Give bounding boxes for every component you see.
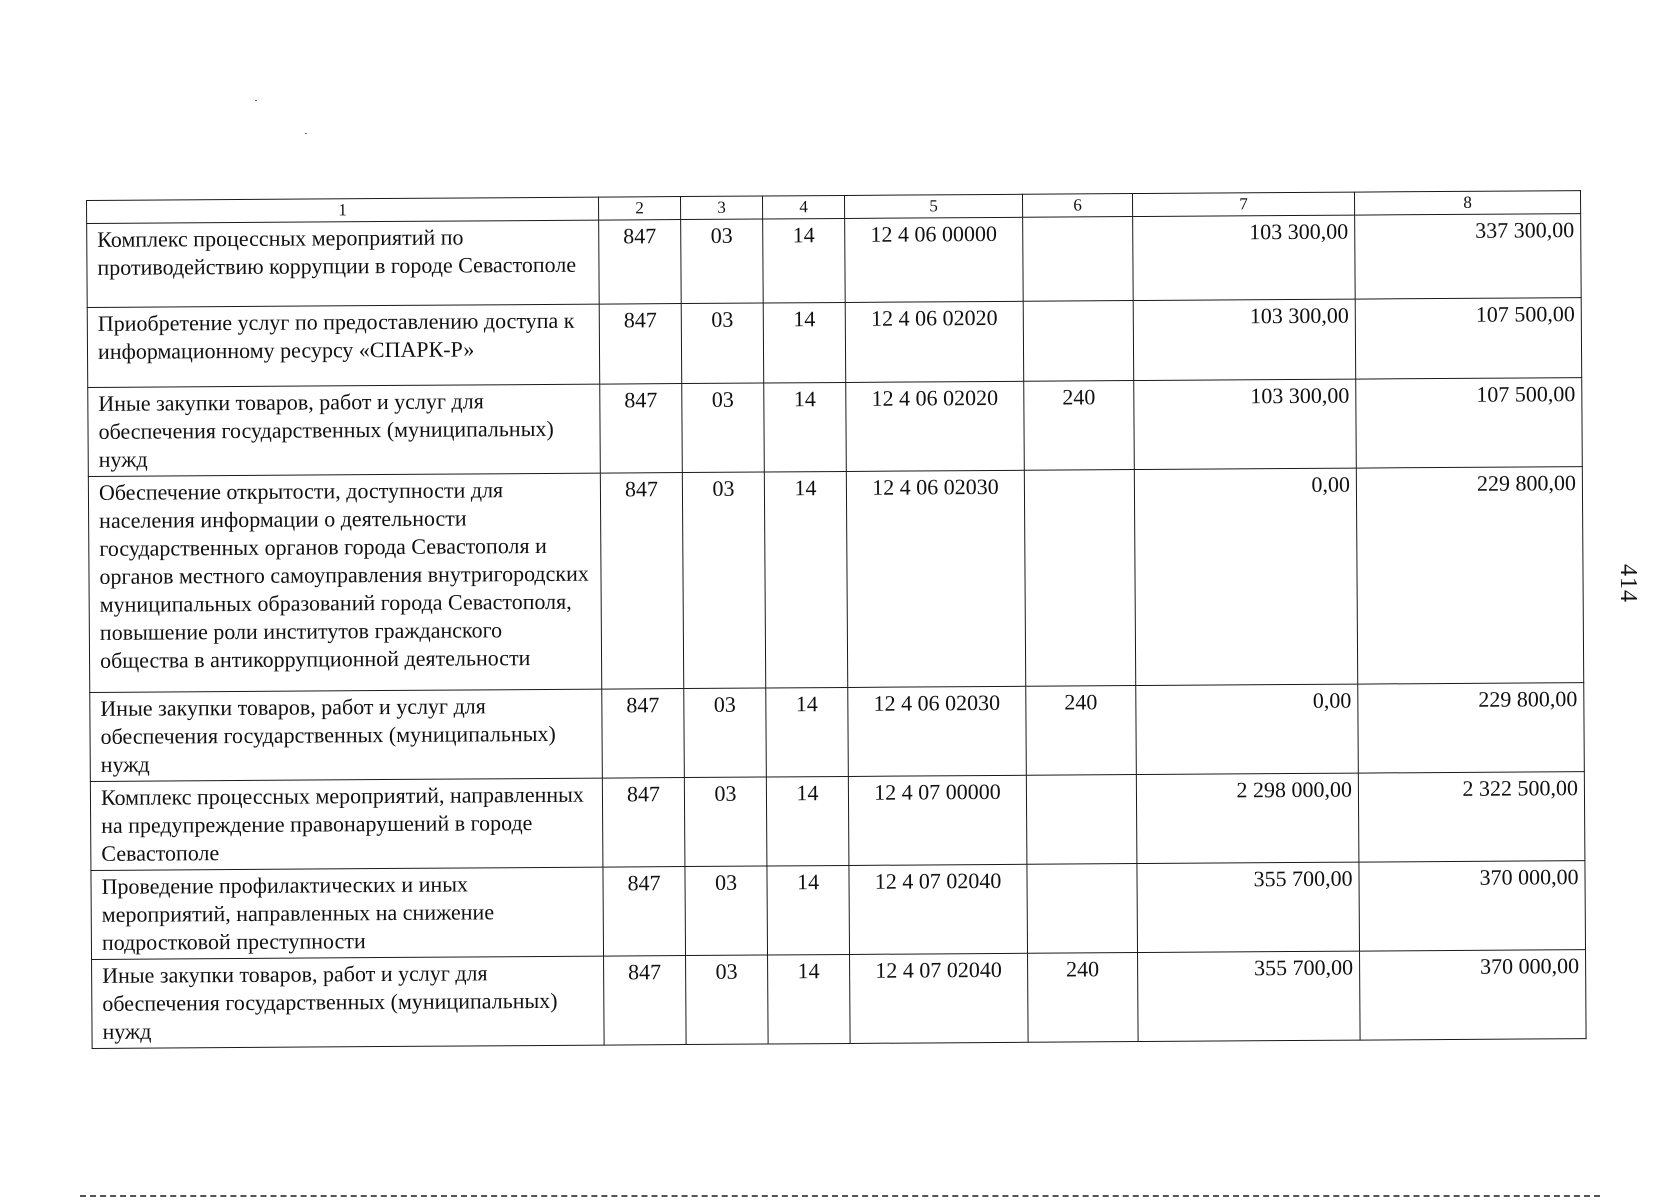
col-header-6: 6	[1022, 194, 1132, 218]
page-number: 414	[1615, 564, 1641, 603]
code-target: 12 4 07 00000	[848, 775, 1027, 865]
code-target: 12 4 07 02040	[850, 953, 1029, 1043]
row-name: Комплекс процессных мероприятий по противодействию коррупции в городе Севастополе	[87, 220, 600, 307]
scan-speck	[305, 133, 307, 134]
row-name: Иные закупки товаров, работ и услуг для обеспечения государственных (муниципальных) нужд	[92, 956, 605, 1048]
table-row	[87, 214, 1582, 308]
code-subsection: 14	[767, 865, 850, 955]
code-ministry: 847	[600, 384, 683, 474]
col-header-3: 3	[680, 196, 762, 220]
table-row	[90, 683, 1585, 782]
code-target: 12 4 07 02040	[849, 864, 1028, 954]
code-target: 12 4 06 02030	[846, 470, 1025, 687]
code-subsection: 14	[763, 302, 846, 383]
scan-speck	[255, 100, 257, 101]
amount-year-2: 370 000,00	[1360, 950, 1587, 1040]
code-expense-type	[1026, 775, 1137, 865]
amount-year-1: 2 298 000,00	[1136, 773, 1359, 863]
amount-year-2: 370 000,00	[1359, 861, 1586, 951]
amount-year-1: 355 700,00	[1138, 951, 1361, 1041]
row-name: Иные закупки товаров, работ и услуг для обеспечения государственных (муниципальных) нужд	[90, 689, 603, 781]
row-name: Иные закупки товаров, работ и услуг для обеспечения государственных (муниципальных) нужд	[88, 384, 601, 476]
budget-table	[86, 190, 1587, 1049]
bottom-scan-line	[80, 1195, 1600, 1197]
code-section: 03	[686, 955, 769, 1045]
code-subsection: 14	[766, 776, 849, 866]
code-section: 03	[682, 383, 765, 473]
code-target: 12 4 06 02020	[845, 301, 1024, 382]
code-ministry: 847	[600, 473, 683, 690]
code-subsection: 14	[768, 954, 851, 1044]
code-section: 03	[681, 303, 764, 384]
col-header-4: 4	[762, 195, 844, 219]
amount-year-1: 103 300,00	[1133, 299, 1356, 380]
code-section: 03	[682, 472, 765, 689]
code-expense-type	[1023, 301, 1134, 382]
amount-year-1: 103 300,00	[1133, 215, 1356, 300]
code-ministry: 847	[603, 867, 686, 957]
code-ministry: 847	[599, 220, 682, 305]
code-ministry: 847	[599, 304, 682, 385]
col-header-5: 5	[844, 194, 1022, 218]
code-subsection: 14	[766, 687, 849, 777]
code-section: 03	[681, 219, 764, 304]
amount-year-2: 2 322 500,00	[1358, 772, 1585, 862]
code-ministry: 847	[602, 778, 685, 868]
code-target: 12 4 06 02030	[848, 686, 1027, 776]
table-row	[92, 950, 1587, 1049]
code-subsection: 14	[763, 218, 846, 303]
table-row	[88, 378, 1583, 477]
col-header-1: 1	[87, 197, 599, 223]
amount-year-2: 229 800,00	[1358, 683, 1585, 773]
code-ministry: 847	[604, 956, 687, 1046]
amount-year-1: 0,00	[1136, 684, 1359, 774]
row-name: Комплекс процессных мероприятий, направленных на предупреждение правонарушений в городе Севастополе	[90, 778, 603, 870]
col-header-7: 7	[1132, 192, 1354, 216]
row-name: Проведение профилактических и иных мероприятий, направленных на снижение подростковой преступности	[91, 867, 604, 959]
code-expense-type	[1024, 470, 1135, 687]
code-expense-type	[1023, 217, 1134, 302]
amount-year-2: 107 500,00	[1356, 378, 1583, 468]
code-section: 03	[684, 688, 767, 778]
code-ministry: 847	[602, 689, 685, 779]
code-subsection: 14	[764, 471, 847, 688]
code-section: 03	[685, 866, 768, 956]
code-section: 03	[684, 777, 767, 867]
code-expense-type: 240	[1024, 381, 1135, 471]
row-name: Приобретение услуг по предоставлению доступа к информационному ресурсу «СПАРК-Р»	[87, 304, 600, 387]
amount-year-2: 337 300,00	[1355, 214, 1582, 299]
amount-year-1: 355 700,00	[1137, 862, 1360, 952]
table-row	[88, 467, 1583, 693]
amount-year-2: 229 800,00	[1356, 467, 1583, 684]
row-name: Обеспечение открытости, доступности для населения информации о деятельности государственных органов города Севастополя и органов местного самоуправления внутригородских муниципальных образований города Севастополя, повышение роли институтов гражданского общества в антикоррупционной деятельности	[88, 473, 601, 692]
code-target: 12 4 06 02020	[846, 381, 1025, 471]
table-row	[87, 298, 1581, 388]
code-expense-type: 240	[1026, 686, 1137, 776]
code-target: 12 4 06 00000	[845, 217, 1024, 302]
code-expense-type: 240	[1028, 953, 1139, 1043]
amount-year-2: 107 500,00	[1355, 298, 1582, 379]
table-row	[91, 861, 1586, 960]
code-subsection: 14	[764, 382, 847, 472]
table-row	[90, 772, 1585, 871]
code-expense-type	[1027, 864, 1138, 954]
amount-year-1: 103 300,00	[1134, 379, 1357, 469]
col-header-2: 2	[598, 197, 680, 221]
col-header-8: 8	[1354, 191, 1580, 215]
amount-year-1: 0,00	[1134, 468, 1357, 685]
